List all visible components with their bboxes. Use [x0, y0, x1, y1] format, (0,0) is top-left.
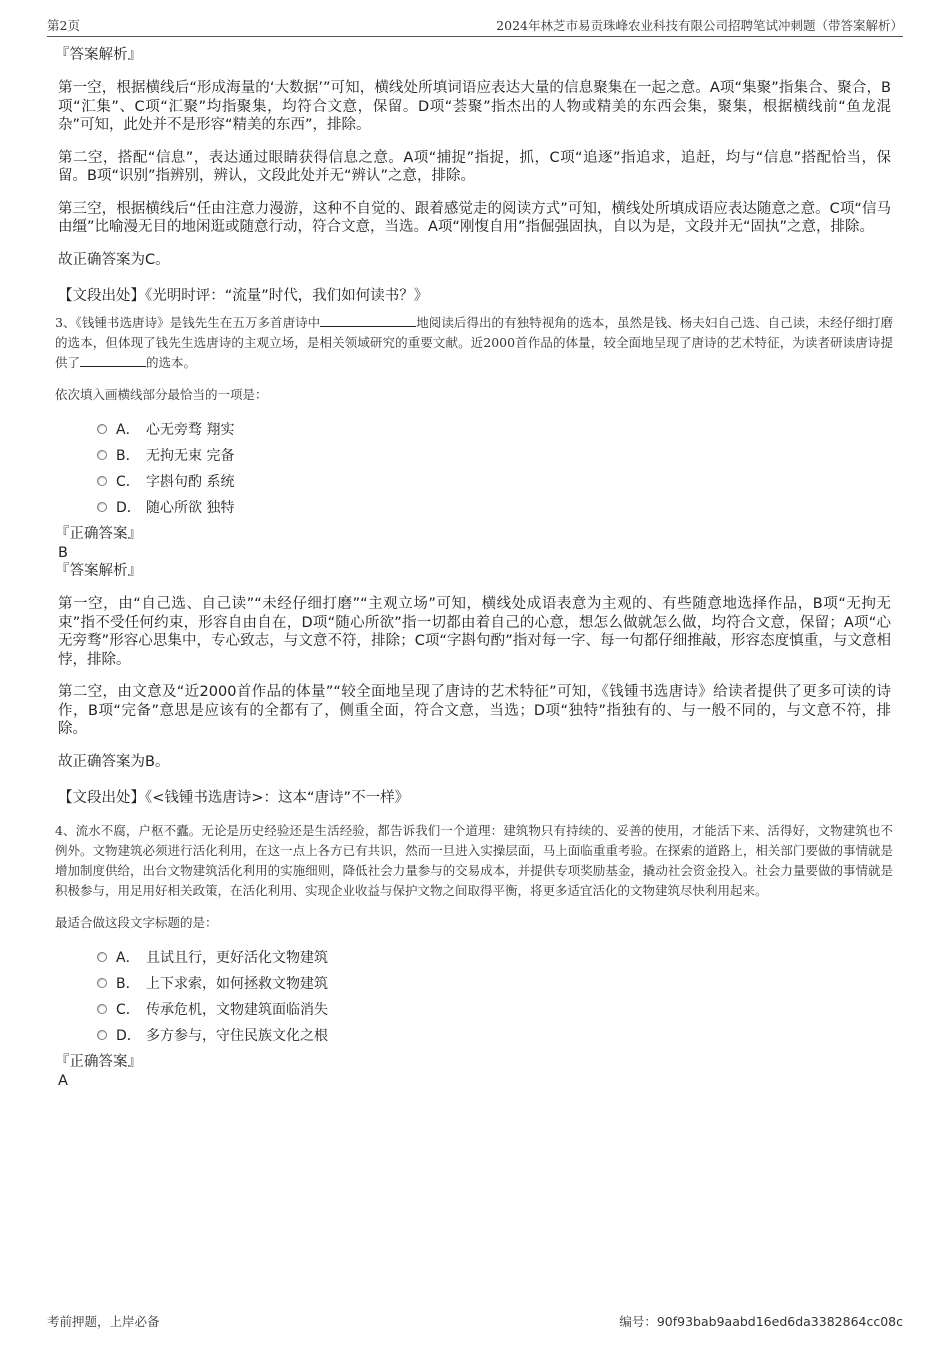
analysis-paragraph: 第二空，由文意及“近2000首作品的体量”“较全面地呈现了唐诗的艺术特征”可知，《钱锺书选唐诗》给读者提供了更多可读的诗作，B项“完备”意思是应该有的全都有了，侧重全面，符合文意，当选；D项“独特”指独有的、与一般不同的，与文意不符，排除。	[58, 684, 891, 737]
fill-blank	[80, 354, 146, 367]
analysis-paragraph: 第三空，根据横线后“任由注意力漫游，这种不自觉的、跟着感觉走的阅读方式”可知，横线处所填成语应表达随意之意。C项“信马由缰”比喻漫无目的地闲逛或随意行动，符合文意，当选。A项“刚愎自用”指倔强固执，自以为是，文段并无“固执”之意，排除。	[58, 200, 891, 235]
radio-button[interactable]	[97, 1004, 107, 1014]
correct-answer: B	[58, 545, 68, 561]
source-citation: 【文段出处】《光明时评：“流量”时代，我们如何读书？》	[58, 288, 429, 304]
option-c[interactable]: C． 字斟句酌 系统	[97, 469, 893, 495]
radio-button[interactable]	[97, 424, 107, 434]
correct-answer-label: 『正确答案』	[55, 1054, 142, 1070]
radio-button[interactable]	[97, 952, 107, 962]
radio-button[interactable]	[97, 450, 107, 460]
question-3-prompt: 依次填入画横线部分最恰当的一项是：	[55, 387, 268, 402]
option-b[interactable]: B． 上下求索，如何拯救文物建筑	[97, 971, 893, 997]
analysis-paragraph: 第一空，由“自己选、自己读”“未经仔细打磨”“主观立场”可知，横线处成语表意为主观的、有些随意地选择作品，B项“无拘无束”指不受任何约束，形容自由自在，D项“随心所欲”指一切都由着自己的心意，想怎么做就怎么做，均符合文意，保留；A项“心无旁骛”形容心思集中，专心致志，与文意不符，排除；C项“字斟句酌”指对每一字、每一句都仔细推敲，形容态度慎重，与文意相悖，排除。	[58, 596, 891, 668]
source-citation: 【文段出处】《<钱锺书选唐诗>：这本“唐诗”不一样》	[58, 790, 410, 806]
document-title: 2024年林芝市易贡珠峰农业科技有限公司招聘笔试冲刺题（带答案解析）	[496, 18, 903, 33]
analysis-paragraph: 第二空，搭配“信息”，表达通过眼睛获得信息之意。A项“捕捉”指捉，抓，C项“追逐”指追求，追赶，均与“信息”搭配恰当，保留。B项“识别”指辨别，辨认，文段此处并无“辨认”之意，排除。	[58, 149, 891, 184]
question-3-text: 3、《钱锺书选唐诗》是钱先生在五万多首唐诗中 地阅读后得出的有独特视角的选本，虽然是钱、杨夫妇自己选、自己读，未经仔细打磨的选本，但体现了钱先生选唐诗的主观立场，是相关领域研究的重要文献。近2000首作品的体量，较全面地呈现了唐诗的艺术特征，为读者研读唐诗提供了 的选本。	[55, 315, 893, 370]
option-a[interactable]: A． 且试且行，更好活化文物建筑	[97, 945, 893, 971]
analysis-label: 『答案解析』	[55, 47, 142, 63]
document-code: 编号：90f93bab9aabd16ed6da3382864cc08c	[619, 1314, 903, 1329]
analysis-paragraph: 第一空，根据横线后“形成海量的‘大数据’”可知，横线处所填词语应表达大量的信息聚集在一起之意。A项“集聚”指集合、聚合，B项“汇集”、C项“汇聚”均指聚集，均符合文意，保留。D项“荟聚”指杰出的人物或精美的东西会集，聚集，根据横线前“鱼龙混杂”可知，此处并不是形容“精美的东西”，排除。	[58, 80, 891, 133]
page-content	[55, 46, 893, 1090]
correct-answer: A	[58, 1073, 68, 1089]
analysis-conclusion: 故正确答案为B。	[58, 753, 170, 770]
radio-button[interactable]	[97, 502, 107, 512]
option-b[interactable]: B． 无拘无束 完备	[97, 443, 893, 469]
option-d[interactable]: D． 随心所欲 独特	[97, 495, 893, 521]
radio-button[interactable]	[97, 1030, 107, 1040]
option-c[interactable]: C． 传承危机，文物建筑面临消失	[97, 997, 893, 1023]
footer-slogan: 考前押题，上岸必备	[47, 1314, 160, 1329]
question-4-text: 4、流水不腐，户枢不蠹。无论是历史经验还是生活经验，都告诉我们一个道理：建筑物只有持续的、妥善的使用，才能活下来、活得好，文物建筑也不例外。文物建筑必须进行活化利用，在这一点上各方已有共识，然而一旦进入实操层面，马上面临重重考验。在探索的道路上，相关部门要做的事情就是增加制度供给，出台文物建筑活化利用的实施细则，降低社会力量参与的交易成本，并提供专项奖励基金，撬动社会资金投入。社会力量要做的事情就是积极参与，用足用好相关政策，在活化利用、实现企业收益与保护文物之间取得平衡，将更多适宜活化的文物建筑尽快利用起来。	[55, 823, 893, 898]
page-header	[47, 14, 903, 37]
analysis-label: 『答案解析』	[55, 563, 142, 579]
option-a[interactable]: A． 心无旁骛 翔实	[97, 417, 893, 443]
analysis-conclusion: 故正确答案为C。	[58, 251, 170, 268]
fill-blank	[320, 314, 416, 327]
option-d[interactable]: D． 多方参与，守住民族文化之根	[97, 1023, 893, 1049]
correct-answer-label: 『正确答案』	[55, 526, 142, 542]
radio-button[interactable]	[97, 978, 107, 988]
page-number: 第2页	[47, 18, 80, 33]
radio-button[interactable]	[97, 476, 107, 486]
question-4-prompt: 最适合做这段文字标题的是：	[55, 915, 218, 930]
question-3-options	[55, 417, 893, 521]
question-4-options	[55, 945, 893, 1049]
